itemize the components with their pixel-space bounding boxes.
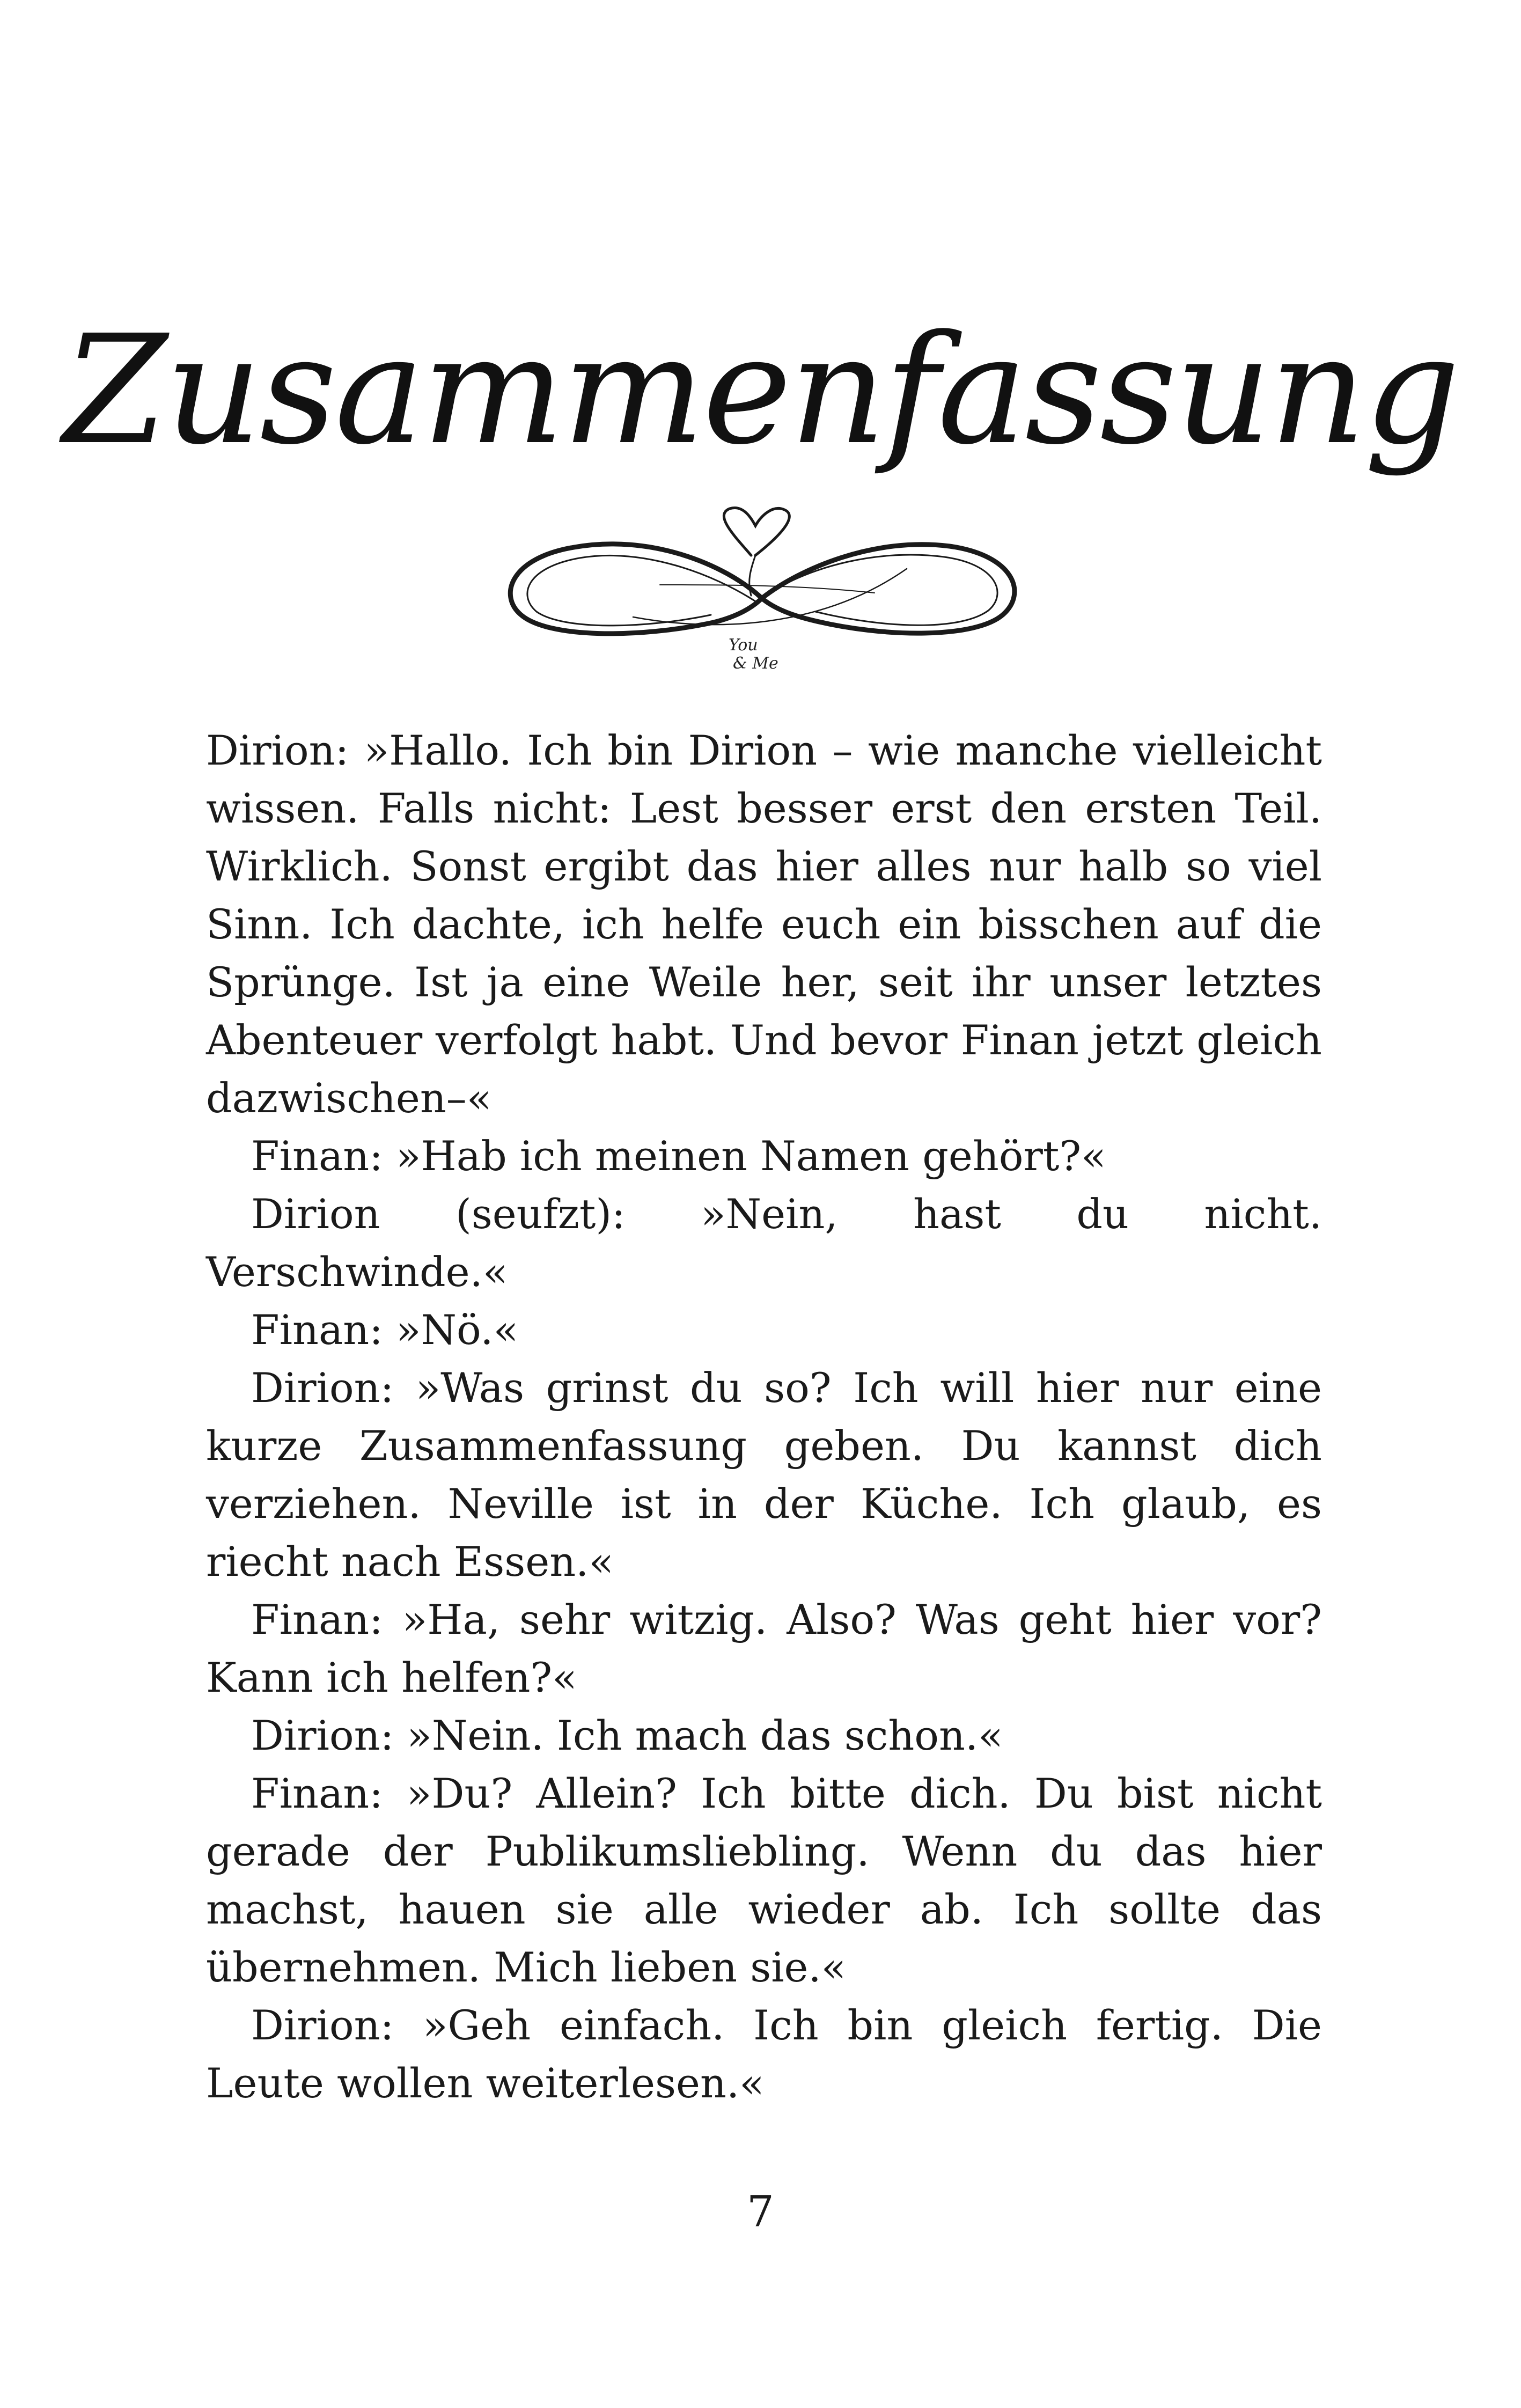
ornament-caption-me: & Me bbox=[733, 654, 778, 673]
paragraph-2: Finan: »Hab ich meinen Namen gehört?« bbox=[251, 1132, 1106, 1180]
paragraph-8: Finan: »Du? Allein? Ich bitte dich. Du bist nicht gerade der Publikumsliebling. Wenn du das hier machst, hauen sie alle wieder ab. Ich sollte das übernehmen. Mich lieben sie.« bbox=[206, 1770, 1322, 1991]
paragraph-7: Dirion: »Nein. Ich mach das schon.« bbox=[251, 1712, 1003, 1759]
infinity-heart-icon bbox=[499, 504, 1025, 681]
paragraph-6: Finan: »Ha, sehr witzig. Also? Was geht hier vor? Kann ich helfen?« bbox=[206, 1596, 1322, 1701]
chapter-title: Zusammenfassung bbox=[63, 303, 1458, 478]
paragraph-5: Dirion: »Was grinst du so? Ich will hier nur eine kurze Zusammenfassung geben. Du kannst dich verziehen. Neville ist in der Küche. Ich glaub, es riecht nach Essen.« bbox=[206, 1364, 1322, 1585]
paragraph-9: Dirion: »Geh einfach. Ich bin gleich fertig. Die Leute wollen weiterlesen.« bbox=[206, 2001, 1322, 2107]
body-text bbox=[206, 722, 1322, 2112]
paragraph-3: Dirion (seufzt): »Nein, hast du nicht. Verschwinde.« bbox=[206, 1190, 1322, 1296]
paragraph-4: Finan: »Nö.« bbox=[251, 1306, 519, 1354]
ornament-caption-you: You bbox=[729, 636, 758, 655]
paragraph-1: Dirion: »Hallo. Ich bin Dirion – wie manche vielleicht wissen. Falls nicht: Lest besser erst den ersten Teil. Wirklich. Sonst ergibt das hier alles nur halb so viel Sinn. Ich dachte, ich helfe euch ein bisschen auf die Sprünge. Ist ja eine Weile her, seit ihr unser letztes Abenteuer verfolgt habt. Und bevor Finan jetzt gleich dazwischen–« bbox=[206, 726, 1322, 1122]
page-number: 7 bbox=[747, 2186, 774, 2236]
